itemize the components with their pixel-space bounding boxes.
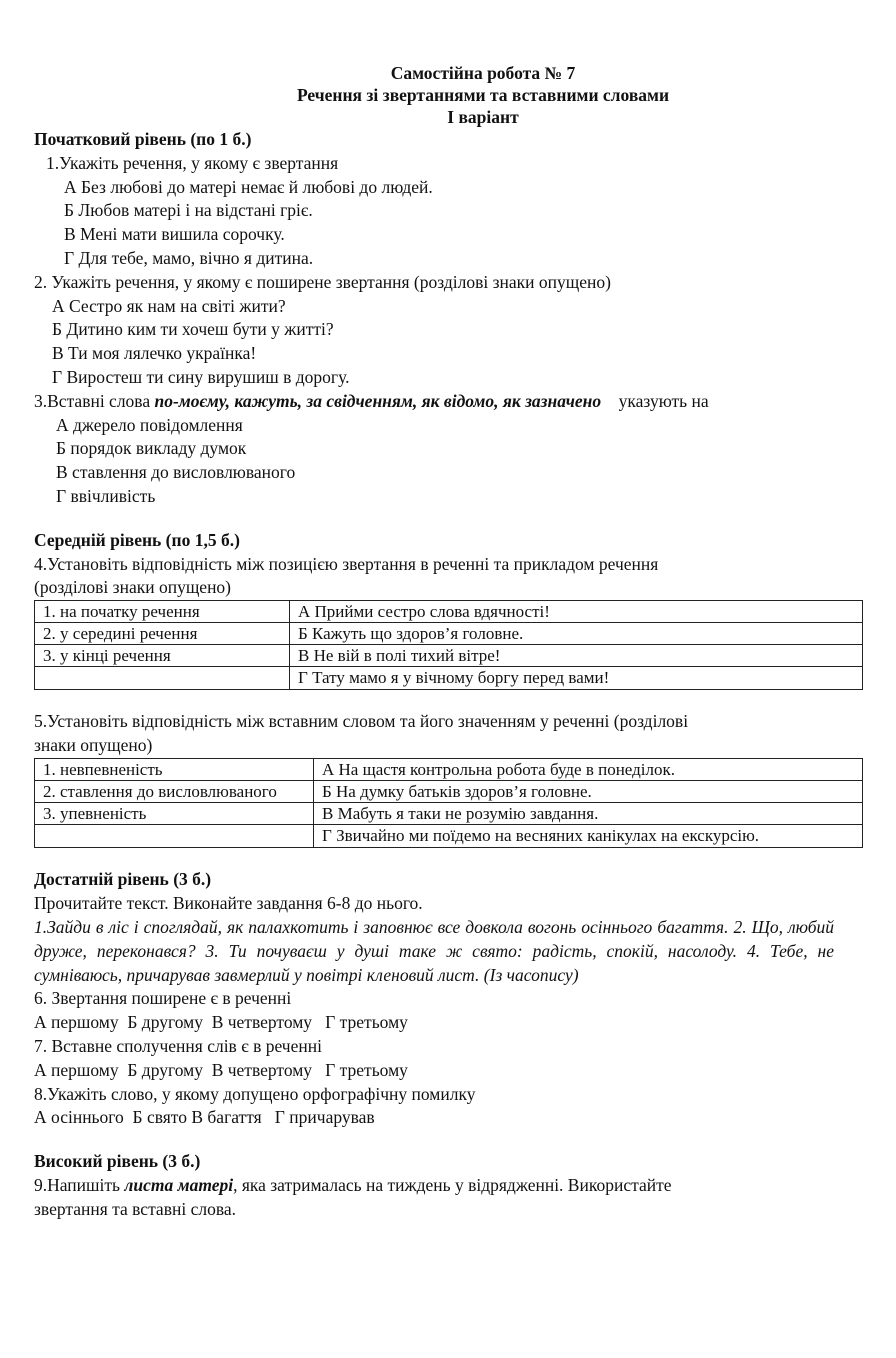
q1-option-b: Б Любов матері і на відстані гріє. xyxy=(64,200,313,221)
table-row xyxy=(35,623,863,645)
reading-passage: 1.Зайди в ліс і споглядай, як палахкотить і заповнює все довкола вогонь осіннього багаття. 2. Що, любий друже, переконався? 3. Ти почуваєш у душі таке ж свято: радість, спокій, насолоду. 4. Тебе, не сумніваюсь, причарував завмерлий у повітрі кленовий лист. (Із часопису) xyxy=(34,917,834,986)
question-5-line2: знаки опущено) xyxy=(34,734,153,755)
q2-option-c: В Ти моя лялечко українка! xyxy=(52,343,257,364)
q3-parenthetical-words: по-моєму, кажуть, за свідченням, як відомо, як зазначено xyxy=(154,390,602,411)
worksheet-title: Самостійна робота № 7 xyxy=(390,63,576,83)
table-row xyxy=(35,824,863,847)
q5-left-cell: 3. упевненість xyxy=(35,802,314,824)
question-6: 6. Звертання поширене є в реченні xyxy=(34,988,292,1009)
q4-right-cell: А Прийми сестро слова вдячності! xyxy=(290,601,863,623)
q4-right-cell: В Не вій в полі тихий вітре! xyxy=(290,645,863,667)
question-1: 1.Укажіть речення, у якому є звертання xyxy=(46,152,339,173)
q3-prefix: 3.Вставні слова xyxy=(34,390,155,411)
question-4-line2: (розділові знаки опущено) xyxy=(34,577,232,598)
table-row xyxy=(35,758,863,780)
q2-option-a: А Сестро як нам на світі жити? xyxy=(52,295,286,316)
q4-left-cell xyxy=(35,667,290,690)
level1-heading: Початковий рівень (по 1 б.) xyxy=(34,129,252,149)
q8-options: А осіннього Б свято В багаття Г причарував xyxy=(34,1107,375,1128)
table-row xyxy=(35,667,863,690)
level2-heading: Середній рівень (по 1,5 б.) xyxy=(34,529,240,550)
table-row xyxy=(35,780,863,802)
table-row xyxy=(35,645,863,667)
q2-option-b: Б Дитино ким ти хочеш бути у житті? xyxy=(52,319,334,340)
q9-prefix: 9.Напишіть xyxy=(34,1174,125,1195)
q4-left-cell: 2. у середині речення xyxy=(35,623,290,645)
question-7: 7. Вставне сполучення слів є в реченні xyxy=(34,1035,322,1056)
worksheet-page xyxy=(0,62,896,1358)
q3-option-c: В ставлення до висловлюваного xyxy=(56,462,296,483)
q5-matching-table xyxy=(34,758,863,848)
level4-heading: Високий рівень (3 б.) xyxy=(34,1151,201,1172)
q4-left-cell: 3. у кінці речення xyxy=(35,645,290,667)
q5-right-cell: В Мабуть я таки не розумію завдання. xyxy=(314,802,863,824)
q5-left-cell: 1. невпевненість xyxy=(35,758,314,780)
question-9 xyxy=(0,1174,896,1198)
worksheet-subtitle: Речення зі звертаннями та вставними словами xyxy=(296,85,670,105)
q4-matching-table xyxy=(34,600,863,690)
q3-suffix: указують на xyxy=(601,390,709,411)
question-8: 8.Укажіть слово, у якому допущено орфографічну помилку xyxy=(34,1083,476,1104)
q1-option-a: А Без любові до матері немає й любові до людей. xyxy=(64,176,433,197)
q4-right-cell: Б Кажуть що здоров’я головне. xyxy=(290,623,863,645)
table-row xyxy=(35,601,863,623)
q6-options: А першому Б другому В четвертому Г третьому xyxy=(34,1012,408,1033)
q9-emphasis: листа матері xyxy=(124,1174,234,1195)
q3-option-a: А джерело повідомлення xyxy=(56,414,243,435)
reading-instruction: Прочитайте текст. Виконайте завдання 6-8 до нього. xyxy=(34,892,423,913)
question-2: 2. Укажіть речення, у якому є поширене звертання (розділові знаки опущено) xyxy=(34,271,611,292)
q4-left-cell: 1. на початку речення xyxy=(35,601,290,623)
q4-right-cell: Г Тату мамо я у вічному боргу перед вами! xyxy=(290,667,863,690)
q2-option-d: Г Виростеш ти сину вирушиш в дорогу. xyxy=(52,366,350,387)
variant-label: І варіант xyxy=(447,107,519,127)
question-9-line2: звертання та вставні слова. xyxy=(34,1198,236,1219)
level3-heading: Достатній рівень (3 б.) xyxy=(34,868,212,889)
q7-options: А першому Б другому В четвертому Г третьому xyxy=(34,1059,408,1080)
q5-left-cell: 2. ставлення до висловлюваного xyxy=(35,780,314,802)
q1-option-c: В Мені мати вишила сорочку. xyxy=(64,224,285,245)
q1-option-d: Г Для тебе, мамо, вічно я дитина. xyxy=(64,247,314,268)
q5-right-cell: Б На думку батьків здоров’я головне. xyxy=(314,780,863,802)
question-3 xyxy=(0,390,896,414)
q9-suffix: , яка затрималась на тиждень у відрядженні. Використайте xyxy=(233,1174,672,1195)
q5-right-cell: Г Звичайно ми поїдемо на весняних канікулах на екскурсію. xyxy=(314,824,863,847)
q5-left-cell xyxy=(35,824,314,847)
question-4-line1: 4.Установіть відповідність між позицією звертання в реченні та прикладом речення xyxy=(34,553,659,574)
q3-option-b: Б порядок викладу думок xyxy=(56,438,247,459)
q5-right-cell: А На щастя контрольна робота буде в понеділок. xyxy=(314,758,863,780)
question-5-line1: 5.Установіть відповідність між вставним словом та його значенням у реченні (розділові xyxy=(34,711,689,732)
q3-option-d: Г ввічливість xyxy=(56,485,156,506)
table-row xyxy=(35,802,863,824)
